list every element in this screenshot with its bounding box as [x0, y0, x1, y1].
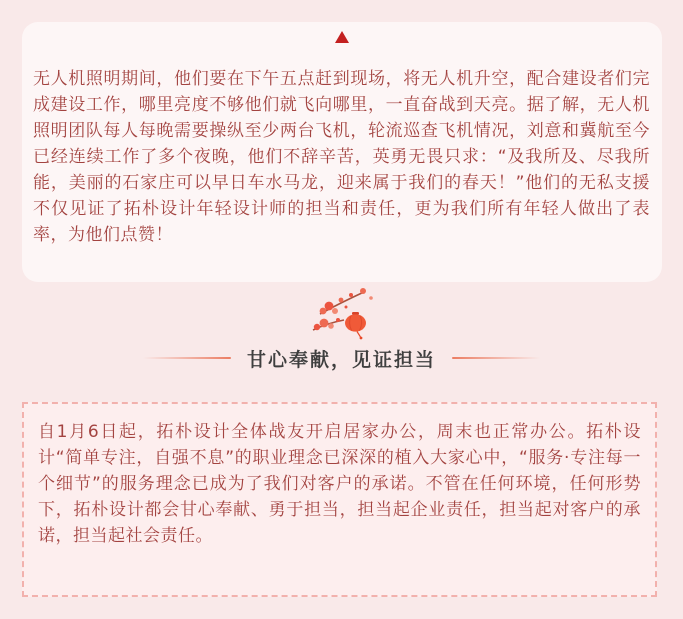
- plum-blossom-lantern-icon: [308, 286, 388, 342]
- section-divider: [0, 286, 683, 386]
- dashed-highlight-box: [22, 402, 657, 597]
- triangle-up-icon: [335, 31, 349, 43]
- page-background: [0, 22, 683, 619]
- content-card: [22, 22, 662, 282]
- article-paragraph-2: 自1月6日起，拓朴设计全体战友开启居家办公，周末也正常办公。拓朴设计“简单专注，自强不息”的职业理念已深深的植入大家心中，“服务·专注每一个细节”的服务理念已成为了我们对客户的承诺。不管在任何环境，任何形势下，拓朴设计都会甘心奉献、勇于担当，担当起企业责任，担当起对客户的承诺，担当起社会责任。: [38, 422, 641, 546]
- section-title: 甘心奉献，见证担当: [246, 348, 436, 371]
- divider-line-left: [143, 357, 231, 359]
- section-title-row: [0, 342, 683, 374]
- divider-line-right: [452, 357, 540, 359]
- blossom-decoration-wrap: [0, 286, 683, 342]
- triangle-marker-wrap: [33, 26, 650, 60]
- article-paragraph-1: 无人机照明期间，他们要在下午五点赶到现场，将无人机升空，配合建设者们完成建设工作，哪里亮度不够他们就飞向哪里，一直奋战到天亮。据了解，无人机照明团队每人每晚需要操纵至少两台飞机，轮流巡查飞机情况，刘意和冀航至今已经连续工作了多个夜晚，他们不辞辛苦，英勇无畏只求：“及我所及、尽我所能，美丽的石家庄可以早日车水马龙，迎来属于我们的春天！”他们的无私支援不仅见证了拓朴设计年轻设计师的担当和责任，更为我们所有年轻人做出了表率，为他们点赞！: [33, 69, 650, 245]
